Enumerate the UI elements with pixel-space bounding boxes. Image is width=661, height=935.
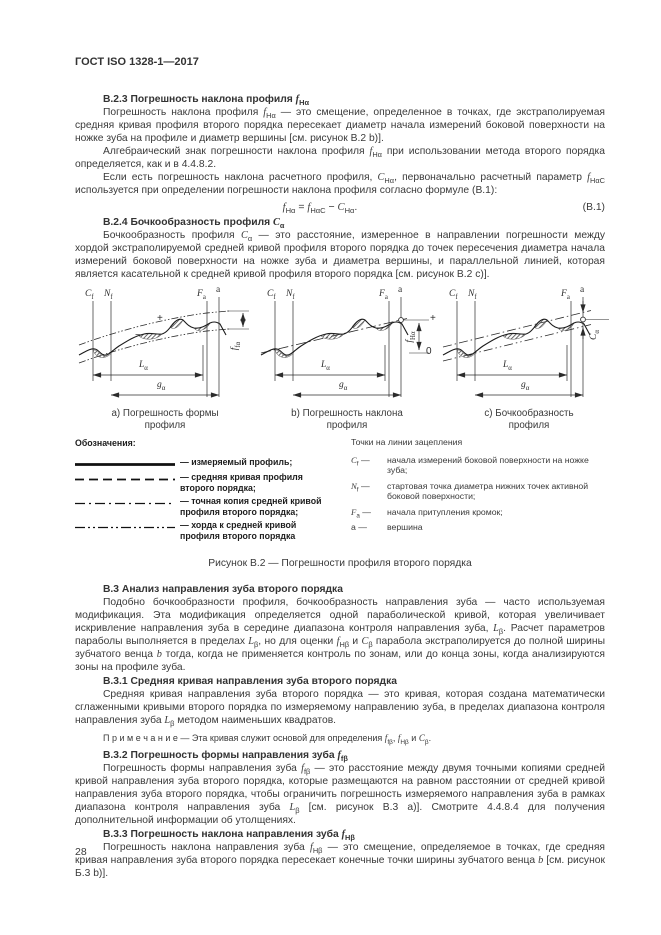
solid-line-sample xyxy=(75,460,175,469)
point-label-cf: $C_f$ xyxy=(85,289,94,301)
minus-sign: − xyxy=(135,330,141,341)
legend-point-fa: $F_а$ — начала притупления кромок; xyxy=(351,506,503,520)
heading-b32: В.3.2 Погрешность формы направления зуба $f_{f\beta}$ xyxy=(103,749,348,763)
heading-b33: В.3.3 Погрешность наклона направления зуба $f_{H\beta}$ xyxy=(103,828,355,842)
points-legend-title: Точки на линии зацепления xyxy=(351,437,463,447)
heading-b23: В.2.3 Погрешность наклона профиля $f_{H\alpha}$ xyxy=(103,94,310,108)
point-label-fa: $F_а$ xyxy=(561,289,570,301)
diagram-c-profile-crowning xyxy=(441,285,617,431)
diagram-b-caption: b) Погрешность наклона профиля xyxy=(291,408,403,431)
dash-dot-line-sample xyxy=(75,499,175,508)
plus-sign: + xyxy=(430,313,436,324)
point-label-nf: $N_f$ xyxy=(286,289,295,301)
legend-item-exact-copy: — точная копия средней кривой профиля второго порядка; xyxy=(75,496,337,517)
point-label-fa: $F_а$ xyxy=(379,289,388,301)
legend-item-measured-profile: — измеряемый профиль; xyxy=(75,457,337,469)
dimension-label-l-alpha: $L_\alpha$ xyxy=(503,360,512,372)
zero-label: 0 xyxy=(426,346,432,357)
point-label-fa: $F_а$ xyxy=(197,289,206,301)
paragraph-b23-3: Если есть погрешность наклона расчетного профиля, $C_{H\alpha}$, первоначально расчетный параметр $f_{H\alpha C}$ используется при определении погрешности наклона профиля согласно формуле (В.1): xyxy=(75,172,606,196)
paragraph-b33-1: Погрешность наклона направления зуба $f_{H\beta}$ — это смещение, определяемое в точках, где средняя кривая направления зуба второго порядка пересекает конечные точки ширины зубчатого венца b [см. рисунок Б.3 b)]. xyxy=(75,841,605,879)
paragraph-b3-1: Подобно бочкообразности профиля, бочкообразность направления зуба — часто используемая модификация. Эта модификация определяется одной параболической кривой, которая увеличивает искривление направления зуба в середине диапазона контроля направления зуба, $L_\beta$. Расчет параметров параболы выполняется в пределах $L_\beta$, но для оценки $f_{H\beta}$ и $C_\beta$ парабола экстраполируется до полной ширины зубчатого венца b тогда, когда не применяется контроль по зонам, или до конца зоны, когда анализируются зоны на профиле зуба. xyxy=(75,597,606,673)
dash-dot-dot-line-sample xyxy=(75,523,175,532)
paragraph-b32-1: Погрешность формы направления зуба $f_{f\beta}$ — это расстояние между двумя точными копиями средней кривой направления зуба второго порядка, которые размещаются на равном расстоянии от средней кривой направления зуба второго порядка, чтобы ограничить погрешность измеряемого направления зуба в рамках диапазона контроля направления зуба $L_\beta$ [см. рисунок В.3 а)]. Смотрите 4.4.8.4 для получения дополнительной информации об утолщениях. xyxy=(75,762,605,826)
dimension-label-l-alpha: $L_\alpha$ xyxy=(139,360,148,372)
point-label-a: а xyxy=(580,285,585,295)
paragraph-b23-1: Погрешность наклона профиля $f_{H\alpha}$ — это смещение, определенное в точках, где экстраполируемая средняя кривая профиля второго порядка пересекает диаметр начала измерений боковой поверхности на ножке зуба на профиле и диаметр вершины [см. рисунок В.2 b)]. xyxy=(75,107,605,144)
legend-point-nf: $N_f$ — стартовая точка диаметра нижних точек активной боковой поверхности; xyxy=(351,480,589,501)
diagram-a-profile-form-deviation xyxy=(77,285,253,431)
dimension-label-c-alpha: $C_\alpha$ xyxy=(589,330,601,340)
line-types-legend xyxy=(75,437,337,544)
paragraph-b24-1: Бочкообразность профиля $C_\alpha$ — это расстояние, измеренное в направлении погрешности между хордой экстраполируемой средней кривой профиля второго порядка до точек пересечения диаметра начала измерений боковой поверхности на ножке зуба и диаметра вершины, и параллельной линией, которая является касательной к средней кривой профиля второго порядка [см. рисунок В.2 с)]. xyxy=(75,230,605,280)
note-b31: П р и м е ч а н и е — Эта кривая служит основой для определения $f_{f\beta}$, $f_{H\beta}$ и $C_\beta$. xyxy=(103,733,432,746)
heading-b31: В.3.1 Средняя кривая направления зуба второго порядка xyxy=(103,676,397,687)
plus-sign: + xyxy=(157,313,163,324)
heading-b3: В.3 Анализ направления зуба второго порядка xyxy=(103,584,343,595)
points-legend xyxy=(351,437,607,544)
heading-b24: В.2.4 Бочкообразность профиля $C_\alpha$ xyxy=(103,217,285,231)
dimension-label-g-alpha: $g_\alpha$ xyxy=(521,380,530,392)
page-number: 28 xyxy=(75,846,87,858)
paragraph-b23-2: Алгебраический знак погрешности наклона профиля $f_{H\alpha}$ при использовании метода второго порядка определяется, как и в 4.4.8.2. xyxy=(75,146,605,170)
figure-b2 xyxy=(77,285,627,431)
page-header: ГОСТ ISO 1328-1—2017 xyxy=(75,56,199,68)
dashed-line-sample xyxy=(75,475,175,484)
dimension-label-l-alpha: $L_\alpha$ xyxy=(321,360,330,372)
legend-item-chord: — хорда к средней кривой профиля второго порядка xyxy=(75,520,337,541)
diagram-c-caption: с) Бочкообразность профиля xyxy=(484,408,574,431)
figure-legend xyxy=(75,437,605,544)
legend-item-mean-curve: — средняя кривая профиля второго порядка; xyxy=(75,472,337,493)
point-label-cf: $C_f$ xyxy=(267,289,276,301)
legend-point-cf: $C_f$ — начала измерений боковой поверхности на ножке зуба; xyxy=(351,454,589,475)
line-types-legend-title: Обозначения: xyxy=(75,438,136,448)
point-label-a: а xyxy=(216,285,221,295)
point-label-a: а xyxy=(398,285,403,295)
formula-row xyxy=(75,201,605,214)
legend-point-a: а — вершина xyxy=(351,522,423,532)
formula-number: (В.1) xyxy=(582,202,605,213)
point-label-nf: $N_f$ xyxy=(468,289,477,301)
diagram-a-caption: а) Погрешность формы профиля xyxy=(111,408,219,431)
point-label-nf: $N_f$ xyxy=(104,289,113,301)
formula-b1: $f_{H\alpha} = f_{H\alpha C} - C_{H\alpha}$. xyxy=(282,201,358,216)
figure-b2-caption: Рисунок В.2 — Погрешности профиля второго порядка xyxy=(208,558,472,569)
dimension-label-g-alpha: $g_\alpha$ xyxy=(157,380,166,392)
dimension-label-fh-alpha: $f_{H\alpha}$ xyxy=(405,331,417,343)
diagram-b-profile-slope-deviation xyxy=(259,285,436,431)
dimension-label-ff-alpha: $f_{f\alpha}$ xyxy=(230,341,242,351)
dimension-label-g-alpha: $g_\alpha$ xyxy=(339,380,348,392)
paragraph-b31-1: Средняя кривая направления зуба второго порядка — это кривая, которая создана математически сглаженными кривыми второго порядка по измеряемому направлению зуба, в пределах диапазона контроля направления зуба $L_\beta$ методом наименьших квадратов. xyxy=(75,689,605,729)
point-label-cf: $C_f$ xyxy=(449,289,458,301)
